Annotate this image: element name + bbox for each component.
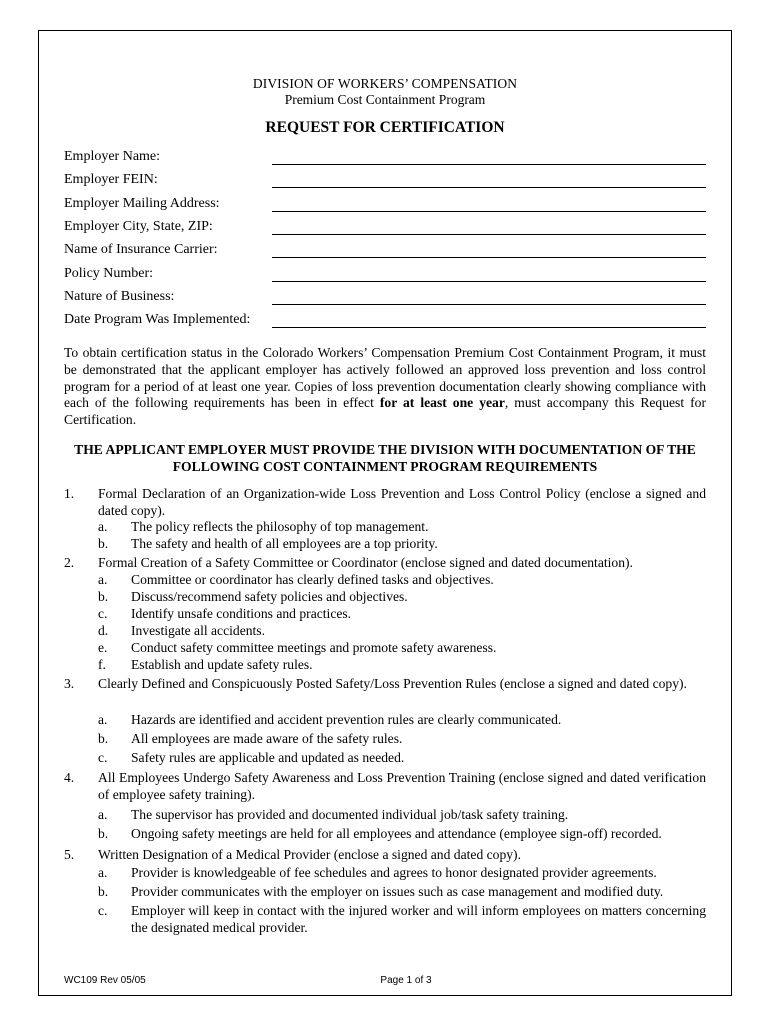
- input-line[interactable]: [272, 234, 706, 235]
- employer-fein-field[interactable]: [64, 172, 706, 192]
- form-id: WC109 Rev 05/05: [64, 975, 146, 986]
- field-label: Nature of Business:: [64, 289, 175, 304]
- sub-letter: f.: [98, 657, 106, 672]
- page-number: Page 1 of 3: [380, 975, 432, 986]
- employer-mailing-address-field[interactable]: [64, 196, 706, 216]
- input-line[interactable]: [272, 257, 706, 258]
- sub-letter: c.: [98, 903, 108, 918]
- sub-text: All employees are made aware of the safety rules.: [131, 731, 403, 746]
- sub-text: Hazards are identified and accident prevention rules are clearly communicated.: [131, 712, 562, 727]
- input-line[interactable]: [272, 281, 706, 282]
- intro-paragraph: [64, 345, 706, 429]
- sub-text: The safety and health of all employees are a top priority.: [131, 536, 438, 551]
- insurance-carrier-field[interactable]: [64, 242, 706, 262]
- intro-emphasis: for at least one year: [379, 395, 505, 411]
- requirement-number: 2.: [64, 555, 75, 570]
- input-line[interactable]: [272, 211, 706, 212]
- field-label: Employer Name:: [64, 149, 161, 164]
- input-line[interactable]: [272, 327, 706, 328]
- requirement-text: Clearly Defined and Conspicuously Posted Safety/Loss Prevention Rules (enclose a signed and dated copy).: [98, 676, 687, 691]
- requirements-heading: THE APPLICANT EMPLOYER MUST PROVIDE THE DIVISION WITH DOCUMENTATION OF THE FOLLOWING COST CONTAINMENT PROGRAM REQUIREMENTS: [74, 442, 696, 474]
- sub-letter: b.: [98, 536, 109, 551]
- input-line[interactable]: [272, 164, 706, 165]
- program-heading: Premium Cost Containment Program: [284, 92, 486, 107]
- requirement-text: Formal Creation of a Safety Committee or Coordinator (enclose signed and dated documentation).: [98, 555, 633, 570]
- sub-letter: b.: [98, 826, 109, 841]
- sub-text: The policy reflects the philosophy of top management.: [131, 519, 429, 534]
- sub-letter: a.: [98, 807, 108, 822]
- sub-text: Safety rules are applicable and updated as needed.: [131, 750, 405, 765]
- field-label: Date Program Was Implemented:: [64, 312, 251, 327]
- requirement-text: Written Designation of a Medical Provider (enclose a signed and dated copy).: [98, 847, 521, 862]
- sub-text: The supervisor has provided and documented individual job/task safety training.: [131, 807, 569, 822]
- sub-text: Establish and update safety rules.: [131, 657, 313, 672]
- intro-text: To obtain certification status in the Colorado Workers’ Compensation Premium Cost Containment Program, it must be demonstrated that the applicant employer has actively followed an approved loss prevention and loss control program for a period of at least one year. Copies of loss prevention documentation clearly showing compliance with each of the following requirements has been in effect: [64, 345, 706, 411]
- requirement-number: 4.: [64, 770, 75, 785]
- field-label: Name of Insurance Carrier:: [64, 242, 218, 257]
- requirement-text: Formal Declaration of an Organization-wide Loss Prevention and Loss Control Policy (enclose a signed and dated copy).: [98, 486, 706, 518]
- field-label: Policy Number:: [64, 266, 154, 281]
- requirement-number: 1.: [64, 486, 75, 501]
- requirement-text: All Employees Undergo Safety Awareness and Loss Prevention Training (enclose signed and dated verification of employee safety training).: [98, 770, 706, 802]
- sub-text: Ongoing safety meetings are held for all employees and attendance (employee sign-off) recorded.: [131, 826, 662, 841]
- sub-text: Conduct safety committee meetings and promote safety awareness.: [131, 640, 497, 655]
- sub-text: Provider is knowledgeable of fee schedules and agrees to honor designated provider agreements.: [131, 865, 657, 880]
- sub-letter: a.: [98, 519, 108, 534]
- sub-text: Employer will keep in contact with the injured worker and will inform employees on matters concerning the designated medical provider.: [131, 903, 706, 935]
- sub-letter: b.: [98, 731, 109, 746]
- field-label: Employer City, State, ZIP:: [64, 219, 213, 234]
- sub-letter: e.: [98, 640, 108, 655]
- requirement-number: 5.: [64, 847, 75, 862]
- sub-letter: c.: [98, 606, 108, 621]
- sub-text: Provider communicates with the employer on issues such as case management and modified duty.: [131, 884, 664, 899]
- sub-letter: a.: [98, 712, 108, 727]
- sub-letter: a.: [98, 572, 108, 587]
- date-implemented-field[interactable]: [64, 312, 706, 332]
- division-heading: DIVISION OF WORKERS’ COMPENSATION: [252, 76, 518, 91]
- requirement-number: 3.: [64, 676, 75, 691]
- sub-text: Investigate all accidents.: [131, 623, 265, 638]
- sub-letter: d.: [98, 623, 109, 638]
- sub-text: Discuss/recommend safety policies and objectives.: [131, 589, 408, 604]
- field-label: Employer FEIN:: [64, 172, 158, 187]
- employer-city-state-zip-field[interactable]: [64, 219, 706, 239]
- sub-text: Identify unsafe conditions and practices.: [131, 606, 352, 621]
- sub-letter: a.: [98, 865, 108, 880]
- employer-name-field[interactable]: [64, 149, 706, 169]
- intro-text-end: , must accompany this Request for Certification.: [64, 395, 706, 428]
- sub-letter: c.: [98, 750, 108, 765]
- field-label: Employer Mailing Address:: [64, 196, 220, 211]
- policy-number-field[interactable]: [64, 266, 706, 286]
- nature-of-business-field[interactable]: [64, 289, 706, 309]
- sub-text: Committee or coordinator has clearly defined tasks and objectives.: [131, 572, 494, 587]
- input-line[interactable]: [272, 304, 706, 305]
- input-line[interactable]: [272, 187, 706, 188]
- sub-letter: b.: [98, 589, 109, 604]
- sub-letter: b.: [98, 884, 109, 899]
- page-title: REQUEST FOR CERTIFICATION: [265, 119, 505, 136]
